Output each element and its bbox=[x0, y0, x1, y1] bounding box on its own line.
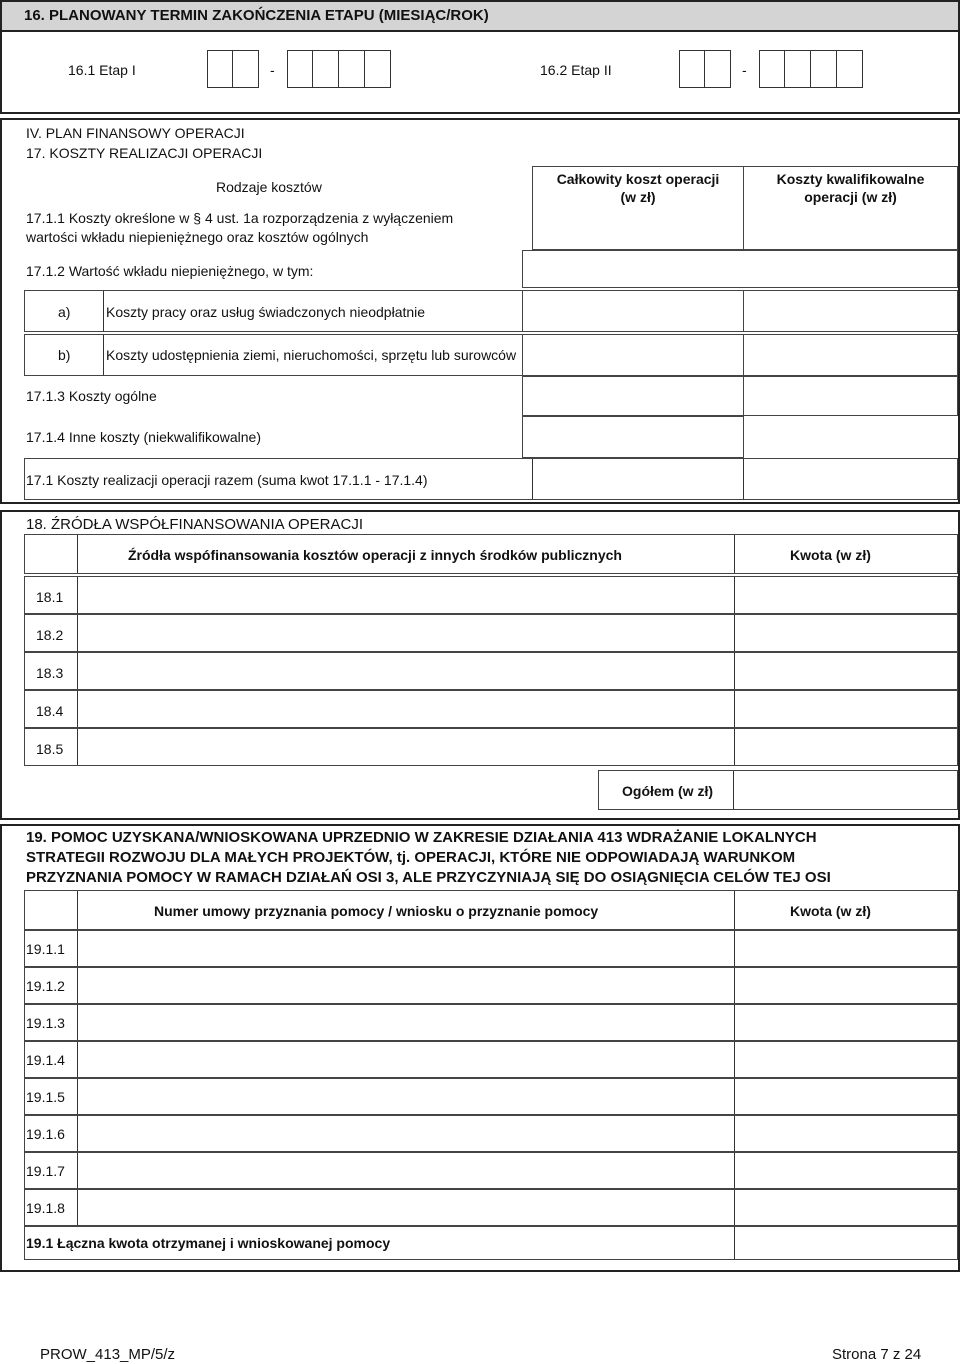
aid-row-number: 19.1.5 bbox=[26, 1089, 65, 1105]
row-17-1-1-line2: wartości wkładu niepieniężnego oraz kosztów ogólnych bbox=[26, 229, 369, 245]
source-row-number: 18.1 bbox=[36, 589, 64, 605]
row-17-1-4-calkowity-field[interactable] bbox=[522, 416, 744, 458]
source-amount-field[interactable] bbox=[735, 653, 956, 689]
plan-finansowy-title: IV. PLAN FINANSOWY OPERACJI bbox=[26, 125, 245, 141]
source-name-field[interactable] bbox=[78, 615, 784, 651]
row-a-text: Koszty pracy oraz usług świadczonych nieodpłatnie bbox=[106, 304, 426, 320]
row-b-kwalif-field[interactable] bbox=[743, 334, 958, 376]
aid-row-number: 19.1.4 bbox=[26, 1052, 65, 1068]
source-name-field[interactable] bbox=[78, 577, 784, 613]
section-18-title: 18. ŹRÓDŁA WSPÓŁFINANSOWANIA OPERACJI bbox=[26, 516, 364, 533]
aid-agreement-number-field[interactable] bbox=[78, 1079, 784, 1114]
row-17-1-2-value-field[interactable] bbox=[522, 250, 958, 288]
section-19-title-line3: PRZYZNANIA POMOCY W RAMACH DZIAŁAŃ OSI 3, ALE PRZYCZYNIAJĄ SIĘ DO OSIĄGNIĘCIA CELÓW TEJ OSI bbox=[26, 869, 831, 886]
source-name-field[interactable] bbox=[78, 691, 784, 727]
row-a-label: a) bbox=[58, 304, 71, 320]
col-numer-header: Numer umowy przyznania pomocy / wniosku o przyznanie pomocy bbox=[154, 903, 599, 919]
ogolem-label: Ogółem (w zł) bbox=[622, 783, 713, 799]
section-17-title: 17. KOSZTY REALIZACJI OPERACJI bbox=[26, 145, 263, 161]
source-amount-field[interactable] bbox=[735, 691, 956, 727]
source-row-number: 18.5 bbox=[36, 741, 64, 757]
row-17-1-4-label: 17.1.4 Inne koszty (niekwalifikowalne) bbox=[26, 429, 262, 445]
col-kwota-header-18: Kwota (w zł) bbox=[790, 547, 871, 563]
source-row-number: 18.2 bbox=[36, 627, 64, 643]
aid-amount-field[interactable] bbox=[735, 1116, 956, 1151]
section-16-title: 16. PLANOWANY TERMIN ZAKOŃCZENIA ETAPU (MIESIĄC/ROK) bbox=[24, 7, 489, 24]
col-calkowity-unit: (w zł) bbox=[620, 189, 656, 205]
footer-page-number: Strona 7 z 24 bbox=[832, 1346, 922, 1363]
aid-amount-field[interactable] bbox=[735, 1190, 956, 1225]
etap-1-dash: - bbox=[270, 62, 275, 78]
col-kwalif-unit: operacji (w zł) bbox=[804, 189, 897, 205]
etap-1-label: 16.1 Etap I bbox=[68, 62, 136, 78]
aid-amount-field[interactable] bbox=[735, 1153, 956, 1188]
aid-amount-field[interactable] bbox=[735, 968, 956, 1003]
section-19-title-line2: STRATEGII ROZWOJU DLA MAŁYCH PROJEKTÓW, tj. OPERACJI, KTÓRE NIE ODPOWIADAJĄ WARUNKOM bbox=[26, 849, 796, 866]
source-row-number: 18.3 bbox=[36, 665, 64, 681]
col-kwota-header-19: Kwota (w zł) bbox=[790, 903, 871, 919]
section-19-title-line1: 19. POMOC UZYSKANA/WNIOSKOWANA UPRZEDNIO W ZAKRESIE DZIAŁANIA 413 WDRAŻANIE LOKALNYCH bbox=[26, 829, 817, 846]
row-17-1-sum-calkowity-field[interactable] bbox=[532, 460, 742, 498]
aid-amount-field[interactable] bbox=[735, 1079, 956, 1114]
source-amount-field[interactable] bbox=[735, 577, 956, 613]
col-kwalif-label: Koszty kwalifikowalne bbox=[776, 171, 925, 187]
aid-agreement-number-field[interactable] bbox=[78, 1042, 784, 1077]
row-a-kwalif-field[interactable] bbox=[743, 290, 958, 332]
source-name-field[interactable] bbox=[78, 653, 784, 689]
source-name-field[interactable] bbox=[78, 729, 784, 765]
aid-row-number: 19.1.7 bbox=[26, 1163, 65, 1179]
row-17-1-sum-label: 17.1 Koszty realizacji operacji razem (suma kwot 17.1.1 - 17.1.4) bbox=[26, 472, 428, 488]
row-17-1-2-label: 17.1.2 Wartość wkładu niepieniężnego, w tym: bbox=[26, 263, 314, 279]
aid-row-number: 19.1.8 bbox=[26, 1200, 65, 1216]
row-b-label: b) bbox=[58, 347, 71, 363]
aid-agreement-number-field[interactable] bbox=[78, 1005, 784, 1040]
col-calkowity-label: Całkowity koszt operacji bbox=[556, 171, 720, 187]
aid-row-number: 19.1.1 bbox=[26, 941, 65, 957]
source-amount-field[interactable] bbox=[735, 615, 956, 651]
aid-agreement-number-field[interactable] bbox=[78, 1153, 784, 1188]
aid-agreement-number-field[interactable] bbox=[78, 931, 784, 966]
aid-row-number: 19.1.2 bbox=[26, 978, 65, 994]
aid-amount-field[interactable] bbox=[735, 931, 956, 966]
row-a-calkowity-field[interactable] bbox=[522, 290, 744, 332]
row-17-1-3-kwalif-field[interactable] bbox=[743, 376, 958, 416]
row-17-1-sum-kwalif-field[interactable] bbox=[743, 460, 956, 498]
col-kwalif-header bbox=[743, 166, 958, 250]
row-17-1-1-line1: 17.1.1 Koszty określone w § 4 ust. 1a rozporządzenia z wyłączeniem bbox=[26, 210, 454, 226]
row-19-1-total-label: 19.1 Łączna kwota otrzymanej i wnioskowanej pomocy bbox=[26, 1235, 391, 1251]
etap-2-label: 16.2 Etap II bbox=[540, 62, 612, 78]
aid-agreement-number-field[interactable] bbox=[78, 1116, 784, 1151]
aid-agreement-number-field[interactable] bbox=[78, 1190, 784, 1225]
aid-amount-field[interactable] bbox=[735, 1005, 956, 1040]
col-rodzaje-kosztow: Rodzaje kosztów bbox=[216, 179, 322, 195]
footer-form-code: PROW_413_MP/5/z bbox=[40, 1346, 176, 1363]
row-b-calkowity-field[interactable] bbox=[522, 334, 744, 376]
etap-2-dash: - bbox=[742, 62, 747, 78]
row-b-text: Koszty udostępnienia ziemi, nieruchomości, sprzętu lub surowców bbox=[106, 347, 517, 363]
col-zrodla-header: Źródła wspófinansowania kosztów operacji z innych środków publicznych bbox=[128, 547, 622, 563]
row-17-1-3-calkowity-field[interactable] bbox=[522, 376, 744, 416]
ogolem-value-field[interactable] bbox=[733, 772, 956, 808]
aid-row-number: 19.1.6 bbox=[26, 1126, 65, 1142]
aid-agreement-number-field[interactable] bbox=[78, 968, 784, 1003]
aid-amount-field[interactable] bbox=[735, 1042, 956, 1077]
col-calkowity-header bbox=[532, 166, 744, 250]
source-amount-field[interactable] bbox=[735, 729, 956, 765]
row-19-1-total-value-field[interactable] bbox=[735, 1228, 956, 1258]
aid-row-number: 19.1.3 bbox=[26, 1015, 65, 1031]
row-17-1-3-label: 17.1.3 Koszty ogólne bbox=[26, 388, 157, 404]
source-row-number: 18.4 bbox=[36, 703, 64, 719]
